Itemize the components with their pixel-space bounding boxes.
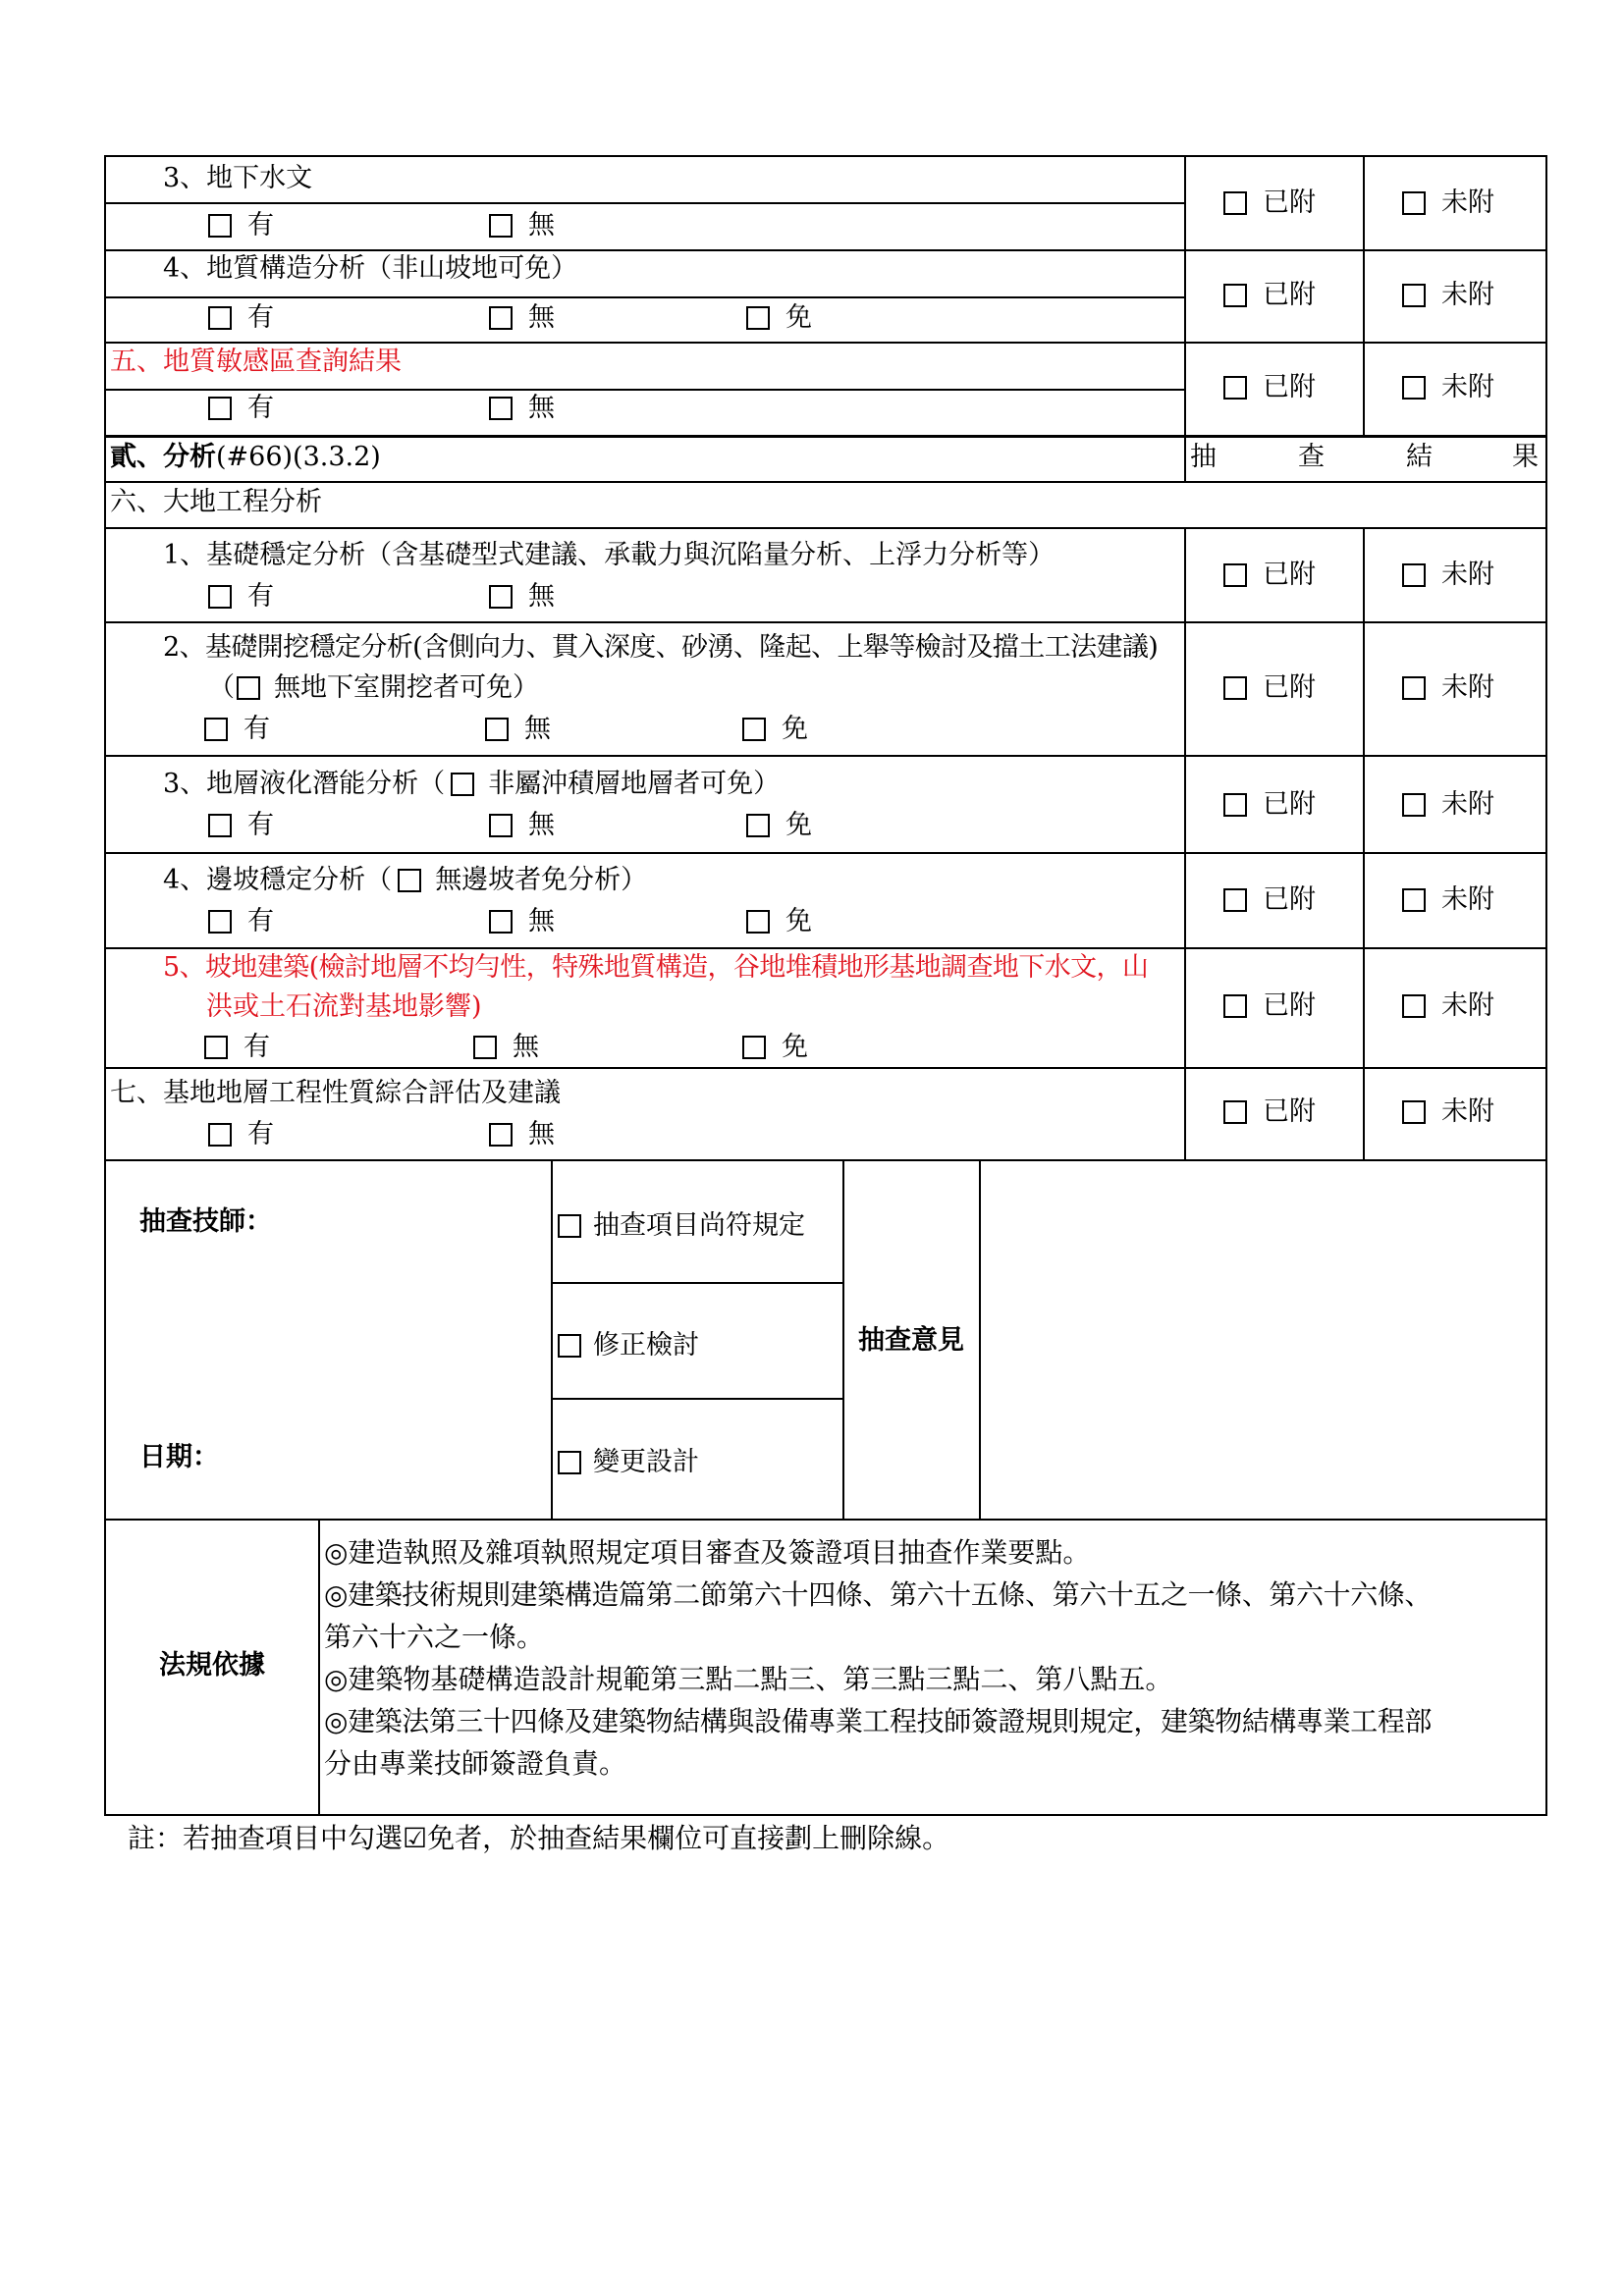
checkbox[interactable]: [1223, 191, 1247, 215]
checkbox[interactable]: [742, 1036, 766, 1059]
checkbox[interactable]: [489, 397, 513, 420]
hline-8: [104, 527, 1547, 529]
geo-structure-not-attached[interactable]: 未附: [1402, 279, 1494, 312]
review-row-1: [551, 1282, 843, 1284]
excavation-title: 2、基礎開挖穩定分析(含側向力、貫入深度、砂湧、隆起、上舉等檢討及擋土工法建議): [163, 632, 1159, 663]
checkbox[interactable]: [558, 1214, 581, 1238]
analysis-header: 貳、分析(#66)(3.3.2): [110, 442, 381, 472]
checkbox[interactable]: [489, 1123, 513, 1147]
groundwater-not-attached[interactable]: 未附: [1402, 187, 1494, 220]
legal-col: [318, 1519, 320, 1816]
sensitive-yes[interactable]: 有: [208, 392, 274, 425]
slopeland-title-line1: 5、坡地建築(檢討地層不均勻性，特殊地質構造，谷地堆積地形基地調查地下水文，山: [163, 952, 1149, 983]
checkbox[interactable]: [1402, 284, 1426, 307]
liquefaction-no[interactable]: 無: [489, 809, 555, 842]
slopeland-title-line2: 洪或土石流對基地影響): [206, 991, 482, 1022]
foundation-yes[interactable]: 有: [208, 580, 274, 614]
sensitive-not-attached[interactable]: 未附: [1402, 371, 1494, 404]
checkbox[interactable]: [1223, 793, 1247, 817]
review-col-2: [842, 1159, 844, 1520]
checkbox[interactable]: [1402, 676, 1426, 700]
checkbox[interactable]: [1223, 376, 1247, 400]
checkbox[interactable]: [558, 1334, 581, 1358]
opinion-field[interactable]: [982, 1162, 1543, 1518]
checkbox[interactable]: [489, 585, 513, 609]
checkbox[interactable]: [1402, 563, 1426, 587]
option-revise[interactable]: 修正檢討: [558, 1329, 699, 1362]
groundwater-title: 3、地下水文: [163, 163, 313, 193]
checkbox[interactable]: [746, 910, 770, 934]
border-left: [104, 155, 106, 1816]
opinion-label: 抽查意見: [858, 1325, 964, 1356]
result-col-mid: [1363, 155, 1365, 436]
liquefaction-yes[interactable]: 有: [208, 809, 274, 842]
review-col-3: [979, 1159, 981, 1520]
hline-11: [104, 852, 1547, 854]
slopeland-attached[interactable]: 已附: [1223, 989, 1316, 1023]
checkbox[interactable]: [1223, 1100, 1247, 1124]
checkbox[interactable]: [1402, 888, 1426, 912]
checkbox[interactable]: [489, 814, 513, 837]
checkbox[interactable]: [1223, 284, 1247, 307]
result-label-3: 結: [1406, 442, 1433, 472]
checkbox[interactable]: [208, 397, 232, 420]
hline-7: [104, 481, 1547, 483]
checkbox[interactable]: [1402, 191, 1426, 215]
foundation-attached[interactable]: 已附: [1223, 559, 1316, 592]
checkbox[interactable]: [1402, 1100, 1426, 1124]
excavation-not-attached[interactable]: 未附: [1402, 671, 1494, 705]
checkbox[interactable]: [1223, 994, 1247, 1018]
liquefaction-not-attached[interactable]: 未附: [1402, 788, 1494, 822]
review-row-2: [551, 1398, 843, 1400]
foundation-title: 1、基礎穩定分析（含基礎型式建議、承載力與沉陷量分析、上浮力分析等）: [163, 540, 1056, 570]
checkbox[interactable]: [208, 306, 232, 330]
border-right: [1545, 155, 1547, 1816]
liquefaction-title: 3、地層液化潛能分析（ 非屬沖積層地層者可免）: [163, 769, 781, 799]
option-change-design[interactable]: 變更設計: [558, 1446, 699, 1479]
geo-structure-title: 4、地質構造分析（非山坡地可免）: [163, 253, 578, 284]
hline-top: [104, 155, 1547, 157]
groundwater-attached[interactable]: 已附: [1223, 187, 1316, 220]
result-label-4: 果: [1512, 442, 1539, 472]
hline-9: [104, 621, 1547, 623]
slope-attached[interactable]: 已附: [1223, 883, 1316, 917]
date-label: 日期：: [139, 1442, 219, 1472]
legal-line-1: ◎建造執照及雜項執照規定項目審查及簽證項目抽查作業要點。: [324, 1536, 1091, 1569]
checkbox[interactable]: [485, 718, 509, 741]
legal-line-2: ◎建築技術規則建築構造篇第二節第六十四條、第六十五條、第六十五之一條、第六十六條、: [324, 1578, 1433, 1611]
checkbox[interactable]: [746, 814, 770, 837]
slope-not-attached[interactable]: 未附: [1402, 883, 1494, 917]
hline-13: [104, 1067, 1547, 1069]
result-label-1: 抽: [1190, 442, 1217, 472]
legal-line-4: ◎建築物基礎構造設計規範第三點二點三、第三點三點二、第八點五。: [324, 1663, 1173, 1695]
slopeland-exempt[interactable]: 免: [742, 1031, 808, 1064]
non-alluvial-checkbox[interactable]: [451, 773, 474, 796]
excavation-exempt[interactable]: 免: [742, 713, 808, 746]
result-col-left: [1184, 155, 1186, 436]
checkbox[interactable]: [489, 306, 513, 330]
sensitive-attached[interactable]: 已附: [1223, 371, 1316, 404]
checkbox[interactable]: [208, 910, 232, 934]
checkbox[interactable]: [208, 585, 232, 609]
checkbox[interactable]: [1223, 563, 1247, 587]
slopeland-no[interactable]: 無: [473, 1031, 539, 1064]
geo-structure-no[interactable]: 無: [489, 301, 555, 335]
hline-4: [104, 342, 1547, 344]
hline-1: [104, 202, 1186, 204]
checkbox[interactable]: [1402, 793, 1426, 817]
option-compliant[interactable]: 抽查項目尚符規定: [558, 1209, 805, 1243]
slopeland-yes[interactable]: 有: [204, 1031, 270, 1064]
hline-2: [104, 249, 1547, 251]
engineer-label: 抽查技師：: [139, 1206, 272, 1237]
evaluation-no[interactable]: 無: [489, 1118, 555, 1151]
checkbox[interactable]: [1402, 994, 1426, 1018]
checkbox[interactable]: [489, 910, 513, 934]
excavation-yes[interactable]: 有: [204, 713, 270, 746]
checkbox[interactable]: [746, 306, 770, 330]
liquefaction-exempt[interactable]: 免: [746, 809, 812, 842]
checkbox[interactable]: [1223, 676, 1247, 700]
hline-3: [104, 296, 1186, 298]
hline-5: [104, 389, 1186, 391]
checkbox[interactable]: [1402, 376, 1426, 400]
hline-12: [104, 947, 1547, 949]
checkbox[interactable]: [1223, 888, 1247, 912]
checkbox[interactable]: [742, 718, 766, 741]
sensitive-no[interactable]: 無: [489, 392, 555, 425]
hline-bottom: [104, 1814, 1547, 1816]
no-slope-checkbox[interactable]: [398, 869, 421, 892]
foundation-no[interactable]: 無: [489, 580, 555, 614]
evaluation-not-attached[interactable]: 未附: [1402, 1095, 1494, 1129]
evaluation-yes[interactable]: 有: [208, 1118, 274, 1151]
legal-line-6: 分由專業技師簽證負責。: [324, 1747, 627, 1780]
checkbox[interactable]: [473, 1036, 497, 1059]
hline-14: [104, 1159, 1547, 1161]
slope-yes[interactable]: 有: [208, 905, 274, 938]
review-col-1: [551, 1159, 553, 1520]
checkbox[interactable]: [204, 1036, 228, 1059]
slope-exempt[interactable]: 免: [746, 905, 812, 938]
hline-15: [104, 1519, 1547, 1521]
geo-structure-yes[interactable]: 有: [208, 301, 274, 335]
excavation-sub: （ 無地下室開挖者可免）: [208, 672, 539, 703]
foundation-not-attached[interactable]: 未附: [1402, 559, 1494, 592]
legal-label: 法規依據: [159, 1650, 265, 1681]
footnote: 註：若抽查項目中勾選☑免者，於抽查結果欄位可直接劃上刪除線。: [128, 1822, 950, 1854]
excavation-attached[interactable]: 已附: [1223, 671, 1316, 705]
sensitive-title: 五、地質敏感區查詢結果: [110, 347, 402, 377]
geo-structure-exempt[interactable]: 免: [746, 301, 812, 335]
checkbox[interactable]: [489, 214, 513, 238]
groundwater-no[interactable]: 無: [489, 209, 555, 242]
checkbox[interactable]: [208, 814, 232, 837]
checkbox[interactable]: [204, 718, 228, 741]
groundwater-yes[interactable]: 有: [208, 209, 274, 242]
slope-no[interactable]: 無: [489, 905, 555, 938]
checkbox[interactable]: [558, 1451, 581, 1474]
evaluation-title: 七、基地地層工程性質綜合評估及建議: [110, 1078, 561, 1108]
evaluation-attached[interactable]: 已附: [1223, 1095, 1316, 1129]
hline-10: [104, 755, 1547, 757]
geo-structure-attached[interactable]: 已附: [1223, 279, 1316, 312]
excavation-no[interactable]: 無: [485, 713, 551, 746]
legal-line-5: ◎建築法第三十四條及建築物結構與設備專業工程技師簽證規則規定，建築物結構專業工程部: [324, 1705, 1433, 1737]
geo-eng-title: 六、大地工程分析: [110, 487, 322, 517]
slope-title: 4、邊坡穩定分析（ 無邊坡者免分析）: [163, 865, 648, 895]
no-basement-checkbox[interactable]: [237, 676, 260, 700]
result-header-divider: [1184, 436, 1186, 481]
result-label-2: 查: [1298, 442, 1325, 472]
slopeland-not-attached[interactable]: 未附: [1402, 989, 1494, 1023]
checkbox[interactable]: [208, 1123, 232, 1147]
checkbox[interactable]: [208, 214, 232, 238]
hline-6: [104, 435, 1547, 438]
liquefaction-attached[interactable]: 已附: [1223, 788, 1316, 822]
legal-line-3: 第六十六之一條。: [324, 1621, 545, 1653]
